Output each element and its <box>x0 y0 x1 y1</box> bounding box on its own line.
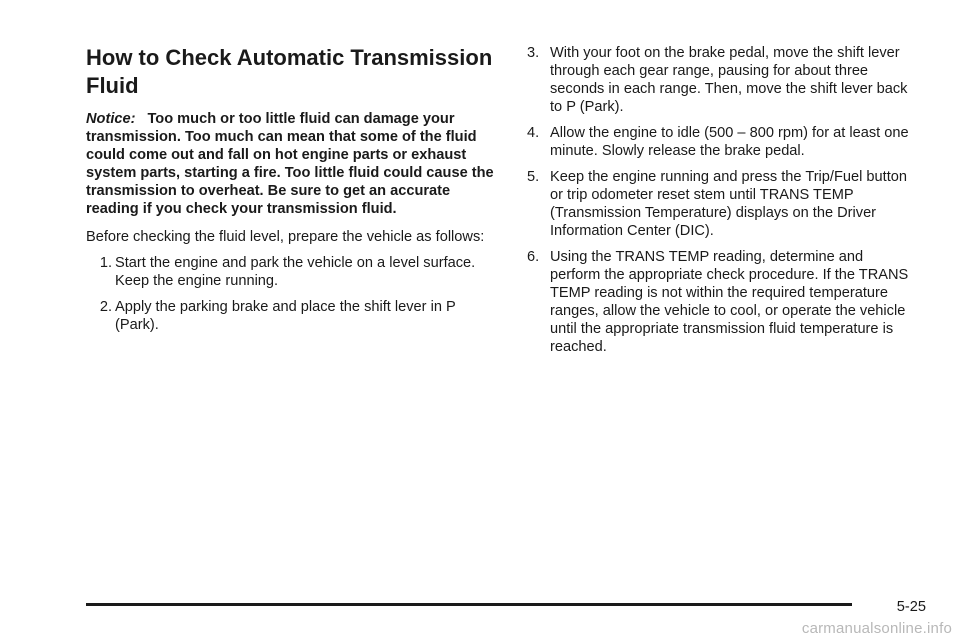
right-column <box>527 44 917 364</box>
watermark: carmanualsonline.info <box>801 620 952 637</box>
step-text: Apply the parking brake and place the shift lever in P (Park). <box>115 299 456 333</box>
step-text: Keep the engine running and press the Trip/Fuel button or trip odometer reset stem until TRANS TEMP (Transmission Temperature) displays on the Driver Information Center (DIC). <box>550 169 907 239</box>
intro-paragraph: Before checking the fluid level, prepare the vehicle as follows: <box>86 229 485 245</box>
step-number: 5. <box>527 169 540 185</box>
step-item <box>527 168 917 240</box>
step-text: With your foot on the brake pedal, move the shift lever through each gear range, pausing for about three seconds in each range. Then, move the shift lever back to P (Park). <box>550 45 908 115</box>
steps-list-left <box>86 254 496 334</box>
footer-rule <box>86 603 852 606</box>
step-number: 1. <box>99 255 112 271</box>
step-number: 3. <box>527 45 540 61</box>
step-item <box>527 248 917 356</box>
step-text: Allow the engine to idle (500 – 800 rpm) for at least one minute. Slowly release the brake pedal. <box>550 125 909 159</box>
steps-list-right <box>527 44 917 356</box>
step-text: Start the engine and park the vehicle on a level surface. Keep the engine running. <box>115 255 476 289</box>
step-number: 4. <box>527 125 540 141</box>
step-text: Using the TRANS TEMP reading, determine and perform the appropriate check procedure. If the TRANS TEMP reading is not within the required temperature ranges, allow the vehicle to cool, or operate the vehicle until the appropriate transmission fluid temperature is reached. <box>550 249 909 355</box>
page-number: 5-25 <box>896 599 926 615</box>
left-column <box>86 44 496 342</box>
notice-paragraph <box>86 110 496 218</box>
step-item <box>527 44 917 116</box>
notice-label: Notice: <box>86 111 136 127</box>
notice-text: Too much or too little fluid can damage your transmission. Too much can mean that some of the fluid could come out and fall on hot engine parts or exhaust system parts, starting a fire. Too little fluid could cause the transmission to overheat. Be sure to get an accurate reading if you check your transmission fluid. <box>86 111 494 217</box>
section-title: How to Check Automatic Transmission Fluid <box>86 45 493 98</box>
step-item <box>527 124 917 160</box>
step-item <box>86 298 496 334</box>
step-item <box>86 254 496 290</box>
step-number: 2. <box>99 299 112 315</box>
step-number: 6. <box>527 249 540 265</box>
